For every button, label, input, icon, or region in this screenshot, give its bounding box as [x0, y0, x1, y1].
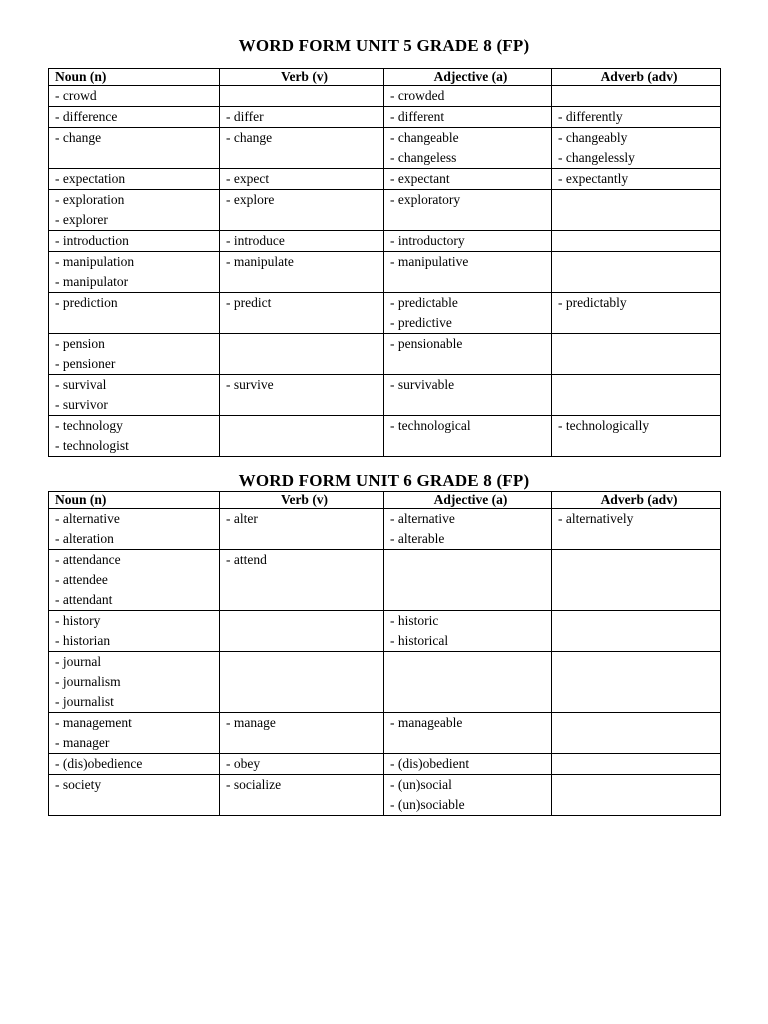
- word-entry: - alterable: [390, 531, 445, 546]
- adverb-cell: [552, 775, 721, 816]
- word-entry: - attendee: [55, 572, 108, 587]
- word-entry: - change: [55, 130, 102, 145]
- word-entry: - journalism: [55, 674, 121, 689]
- word-entry: - pension: [55, 336, 105, 351]
- adverb-cell: [552, 611, 721, 652]
- adjective-cell: [384, 252, 552, 293]
- adverb-cell: [552, 509, 721, 550]
- adjective-cell: [384, 231, 552, 252]
- adjective-cell: [384, 713, 552, 754]
- adjective-cell: [384, 190, 552, 231]
- word-entry: - technologist: [55, 438, 129, 453]
- adverb-cell: [552, 754, 721, 775]
- word-entry: - journalist: [55, 694, 114, 709]
- adjective-cell: [384, 652, 552, 713]
- table-header-row: [49, 492, 721, 509]
- noun-cell: [49, 713, 220, 754]
- word-entry: - introductory: [390, 233, 465, 248]
- adverb-cell: [552, 107, 721, 128]
- word-entry: - explorer: [55, 212, 108, 227]
- word-entry: - (un)social: [390, 777, 452, 792]
- table-row: [49, 231, 721, 252]
- table-header-row: [49, 69, 721, 86]
- adjective-cell: [384, 128, 552, 169]
- noun-cell: [49, 107, 220, 128]
- adverb-cell: [552, 652, 721, 713]
- noun-cell: [49, 231, 220, 252]
- word-entry: - obey: [226, 756, 261, 771]
- verb-cell: [220, 128, 384, 169]
- noun-cell: [49, 86, 220, 107]
- adjective-cell: [384, 375, 552, 416]
- word-entry: - alternative: [55, 511, 120, 526]
- table-row: [49, 550, 721, 611]
- noun-cell: [49, 652, 220, 713]
- table-row: [49, 416, 721, 457]
- word-entry: - crowd: [55, 88, 97, 103]
- word-entry: - manipulation: [55, 254, 135, 269]
- adjective-cell: [384, 550, 552, 611]
- adjective-cell: [384, 293, 552, 334]
- adjective-cell: [384, 416, 552, 457]
- verb-cell: [220, 754, 384, 775]
- header-adjective: Adjective (a): [384, 69, 552, 86]
- word-entry: - changelessly: [558, 150, 635, 165]
- adverb-cell: [552, 375, 721, 416]
- word-entry: - attendance: [55, 552, 121, 567]
- word-entry: - predictable: [390, 295, 458, 310]
- word-entry: - pensioner: [55, 356, 116, 371]
- verb-cell: [220, 416, 384, 457]
- word-entry: - manageable: [390, 715, 463, 730]
- word-entry: - survivable: [390, 377, 455, 392]
- word-entry: - introduction: [55, 233, 129, 248]
- word-entry: - alternative: [390, 511, 455, 526]
- verb-cell: [220, 293, 384, 334]
- header-adverb: Adverb (adv): [552, 69, 721, 86]
- table-row: [49, 509, 721, 550]
- table-row: [49, 713, 721, 754]
- verb-cell: [220, 652, 384, 713]
- word-entry: - historic: [390, 613, 439, 628]
- verb-cell: [220, 231, 384, 252]
- table-row: [49, 86, 721, 107]
- word-entry: - predictably: [558, 295, 627, 310]
- header-adjective: Adjective (a): [384, 492, 552, 509]
- noun-cell: [49, 416, 220, 457]
- verb-cell: [220, 611, 384, 652]
- header-noun: Noun (n): [49, 492, 220, 509]
- table-row: [49, 754, 721, 775]
- word-entry: - survive: [226, 377, 274, 392]
- adjective-cell: [384, 86, 552, 107]
- word-entry: - manager: [55, 735, 110, 750]
- word-entry: - explore: [226, 192, 275, 207]
- word-entry: - differently: [558, 109, 623, 124]
- adverb-cell: [552, 713, 721, 754]
- word-entry: - historical: [390, 633, 449, 648]
- word-entry: - technological: [390, 418, 471, 433]
- table-row: [49, 652, 721, 713]
- adverb-cell: [552, 190, 721, 231]
- word-entry: - prediction: [55, 295, 118, 310]
- noun-cell: [49, 169, 220, 190]
- word-entry: - management: [55, 715, 132, 730]
- noun-cell: [49, 754, 220, 775]
- adjective-cell: [384, 509, 552, 550]
- word-entry: - manage: [226, 715, 276, 730]
- word-entry: - attendant: [55, 592, 113, 607]
- adverb-cell: [552, 128, 721, 169]
- word-entry: - predictive: [390, 315, 452, 330]
- verb-cell: [220, 550, 384, 611]
- adjective-cell: [384, 775, 552, 816]
- unit-6-word-form-table: [48, 491, 721, 816]
- word-entry: - expectantly: [558, 171, 629, 186]
- word-entry: - survivor: [55, 397, 108, 412]
- word-entry: - historian: [55, 633, 111, 648]
- adverb-cell: [552, 252, 721, 293]
- unit-5-title: WORD FORM UNIT 5 GRADE 8 (FP): [238, 36, 530, 55]
- noun-cell: [49, 375, 220, 416]
- header-verb: Verb (v): [220, 492, 384, 509]
- noun-cell: [49, 334, 220, 375]
- word-entry: - difference: [55, 109, 118, 124]
- adjective-cell: [384, 107, 552, 128]
- verb-cell: [220, 375, 384, 416]
- word-entry: - attend: [226, 552, 267, 567]
- word-entry: - exploratory: [390, 192, 461, 207]
- adjective-cell: [384, 169, 552, 190]
- word-entry: - alter: [226, 511, 258, 526]
- table-row: [49, 293, 721, 334]
- word-entry: - expectation: [55, 171, 126, 186]
- verb-cell: [220, 107, 384, 128]
- word-entry: - expect: [226, 171, 270, 186]
- adverb-cell: [552, 334, 721, 375]
- table-row: [49, 169, 721, 190]
- unit-6-title: WORD FORM UNIT 6 GRADE 8 (FP): [238, 471, 530, 490]
- word-entry: - change: [226, 130, 273, 145]
- word-entry: - exploration: [55, 192, 125, 207]
- noun-cell: [49, 252, 220, 293]
- word-entry: - differ: [226, 109, 264, 124]
- noun-cell: [49, 293, 220, 334]
- verb-cell: [220, 509, 384, 550]
- table-row: [49, 128, 721, 169]
- unit-5-word-form-table: [48, 68, 721, 457]
- word-entry: - technologically: [558, 418, 650, 433]
- unit-5-table-body: [49, 86, 721, 457]
- word-entry: - (dis)obedient: [390, 756, 470, 771]
- word-entry: - crowded: [390, 88, 445, 103]
- word-entry: - pensionable: [390, 336, 463, 351]
- noun-cell: [49, 190, 220, 231]
- adverb-cell: [552, 86, 721, 107]
- verb-cell: [220, 334, 384, 375]
- verb-cell: [220, 169, 384, 190]
- word-entry: - changeable: [390, 130, 459, 145]
- header-verb: Verb (v): [220, 69, 384, 86]
- table-row: [49, 375, 721, 416]
- word-entry: - introduce: [226, 233, 285, 248]
- adverb-cell: [552, 169, 721, 190]
- table-row: [49, 252, 721, 293]
- adjective-cell: [384, 334, 552, 375]
- adjective-cell: [384, 611, 552, 652]
- adverb-cell: [552, 231, 721, 252]
- noun-cell: [49, 550, 220, 611]
- word-entry: - (dis)obedience: [55, 756, 143, 771]
- table-row: [49, 107, 721, 128]
- word-entry: - manipulate: [226, 254, 294, 269]
- noun-cell: [49, 128, 220, 169]
- header-noun: Noun (n): [49, 69, 220, 86]
- word-entry: - technology: [55, 418, 123, 433]
- word-entry: - journal: [55, 654, 102, 669]
- table-row: [49, 334, 721, 375]
- word-entry: - predict: [226, 295, 272, 310]
- word-entry: - survival: [55, 377, 107, 392]
- word-entry: - history: [55, 613, 101, 628]
- unit-6-table-body: [49, 509, 721, 816]
- verb-cell: [220, 86, 384, 107]
- word-entry: - society: [55, 777, 102, 792]
- noun-cell: [49, 611, 220, 652]
- word-entry: - alternatively: [558, 511, 634, 526]
- adverb-cell: [552, 550, 721, 611]
- verb-cell: [220, 775, 384, 816]
- table-row: [49, 611, 721, 652]
- word-entry: - socialize: [226, 777, 282, 792]
- verb-cell: [220, 190, 384, 231]
- verb-cell: [220, 713, 384, 754]
- table-row: [49, 775, 721, 816]
- adjective-cell: [384, 754, 552, 775]
- word-entry: - manipulator: [55, 274, 129, 289]
- word-entry: - changeably: [558, 130, 628, 145]
- table-row: [49, 190, 721, 231]
- adverb-cell: [552, 416, 721, 457]
- word-entry: - changeless: [390, 150, 457, 165]
- adverb-cell: [552, 293, 721, 334]
- noun-cell: [49, 509, 220, 550]
- noun-cell: [49, 775, 220, 816]
- word-entry: - different: [390, 109, 445, 124]
- word-entry: - (un)sociable: [390, 797, 465, 812]
- word-entry: - expectant: [390, 171, 450, 186]
- header-adverb: Adverb (adv): [552, 492, 721, 509]
- word-entry: - manipulative: [390, 254, 469, 269]
- verb-cell: [220, 252, 384, 293]
- word-entry: - alteration: [55, 531, 114, 546]
